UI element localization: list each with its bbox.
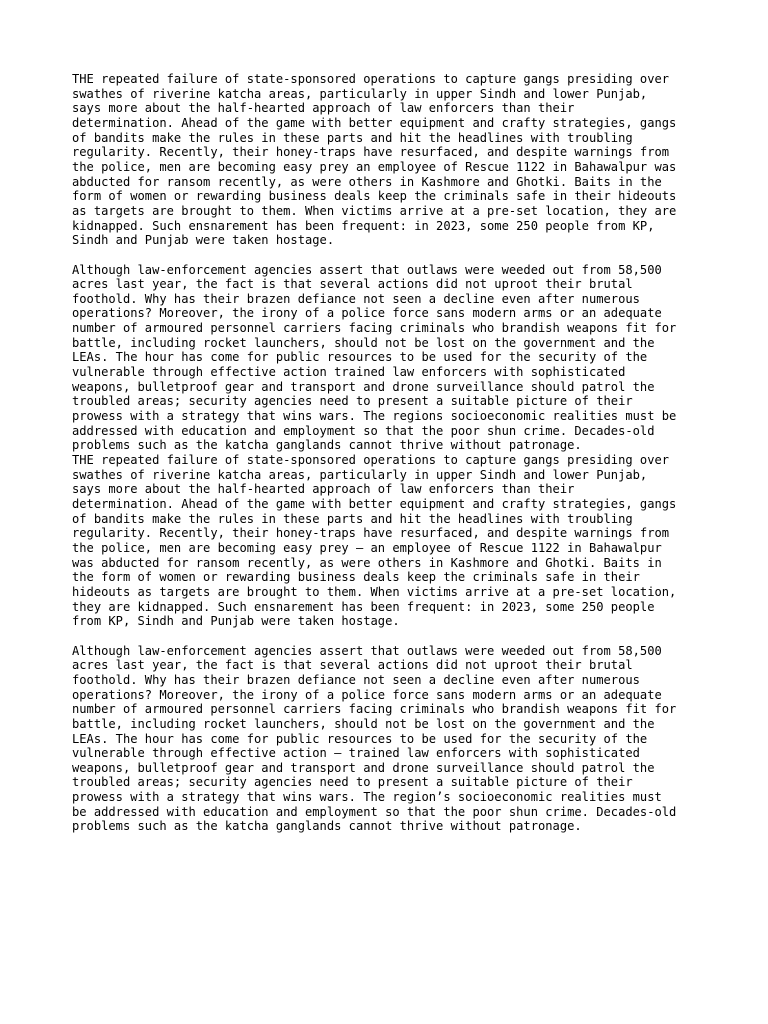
paragraph-spacer bbox=[72, 248, 720, 263]
paragraph-1: THE repeated failure of state-sponsored operations to capture gangs presiding over swathes of riverine katcha areas, particularly in upper Sindh and lower Punjab, says more about the half-hearted approach of law enforcers than their determination. Ahead of the game with better equipment and crafty strategies, gangs of bandits make the rules in these parts and hit the headlines with troubling regularity. Recently, their honey-traps have resurfaced, and despite warnings from the police, men are becoming easy prey an employee of Rescue 1122 in Bahawalpur was abducted for ransom recently, as were others in Kashmore and Ghotki. Baits in the form of women or rewarding business deals keep the criminals safe in their hideouts as targets are brought to them. When victims arrive at a pre-set location, they are kidnapped. Such ensnarement has been frequent: in 2023, some 250 people from KP, Sindh and Punjab were taken hostage. bbox=[72, 72, 677, 248]
paragraph-4: Although law-enforcement agencies assert that outlaws were weeded out from 58,500 acres last year, the fact is that several actions did not uproot their brutal foothold. Why has their brazen defiance not seen a decline even after numerous operations? Moreover, the irony of a police force sans modern arms or an adequate number of armoured personnel carriers facing criminals who brandish weapons fit for battle, including rocket launchers, should not be lost on the government and the LEAs. The hour has come for public resources to be used for the security of the vulnerable through effective action — trained law enforcers with sophisticated weapons, bulletproof gear and transport and drone surveillance should patrol the troubled areas; security agencies need to present a suitable picture of their prowess with a strategy that wins wars. The region’s socioeconomic realities must be addressed with education and employment so that the poor shun crime. Decades-old problems such as the katcha ganglands cannot thrive without patronage. bbox=[72, 643, 677, 834]
paragraph-2: Although law-enforcement agencies assert that outlaws were weeded out from 58,500 acres last year, the fact is that several actions did not uproot their brutal foothold. Why has their brazen defiance not seen a decline even after numerous operations? Moreover, the irony of a police force sans modern arms or an adequate number of armoured personnel carriers facing criminals who brandish weapons fit for battle, including rocket launchers, should not be lost on the government and the LEAs. The hour has come for public resources to be used for the security of the vulnerable through effective action trained law enforcers with sophisticated weapons, bulletproof gear and transport and drone surveillance should patrol the troubled areas; security agencies need to present a suitable picture of their prowess with a strategy that wins wars. The regions socioeconomic realities must be addressed with education and employment so that the poor shun crime. Decades-old problems such as the katcha ganglands cannot thrive without patronage. bbox=[72, 262, 677, 453]
paragraph-spacer bbox=[72, 629, 720, 644]
paragraph-3: THE repeated failure of state-sponsored operations to capture gangs presiding over swathes of riverine katcha areas, particularly in upper Sindh and lower Punjab, says more about the half-hearted approach of law enforcers than their determination. Ahead of the game with better equipment and crafty strategies, gangs of bandits make the rules in these parts and hit the headlines with troubling regularity. Recently, their honey-traps have resurfaced, and despite warnings from the police, men are becoming easy prey — an employee of Rescue 1122 in Bahawalpur was abducted for ransom recently, as were others in Kashmore and Ghotki. Baits in the form of women or rewarding business deals keep the criminals safe in their hideouts as targets are brought to them. When victims arrive at a pre-set location, they are kidnapped. Such ensnarement has been frequent: in 2023, some 250 people from KP, Sindh and Punjab were taken hostage. bbox=[72, 453, 677, 629]
